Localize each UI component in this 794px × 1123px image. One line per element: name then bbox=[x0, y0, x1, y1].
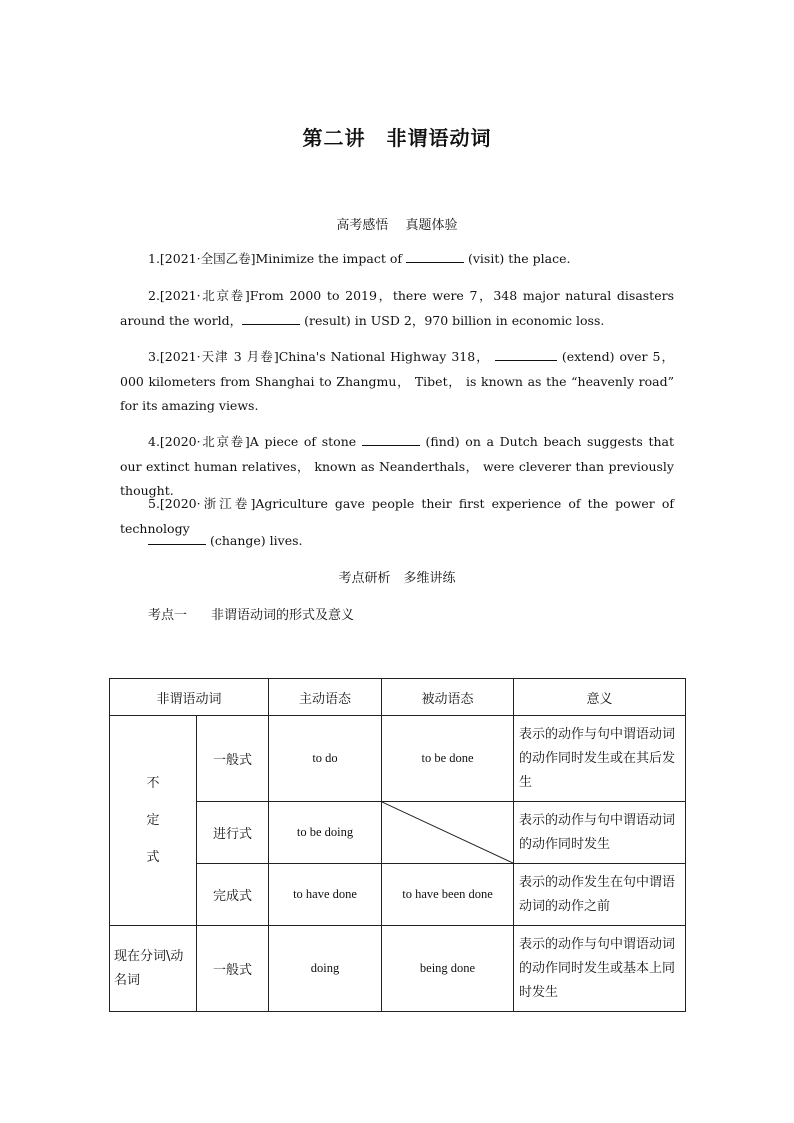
infinitive-char: 式 bbox=[146, 850, 160, 865]
question-text: (extend) over 5，000 kilometers from Shanghai to Zhangmu， Tibet， is known as the “heavenly road” for its amazing views. bbox=[120, 349, 674, 413]
infinitive-char: 不 bbox=[146, 776, 160, 791]
passive-cell: to have been done bbox=[382, 864, 514, 926]
meaning-cell: 表示的动作与句中谓语动词的动作同时发生 bbox=[514, 802, 686, 864]
header-meaning: 意义 bbox=[514, 679, 686, 716]
question-text: (change) lives. bbox=[206, 533, 303, 548]
table-row bbox=[110, 802, 686, 864]
point-heading bbox=[148, 604, 354, 623]
meaning-cell: 表示的动作与句中谓语动词的动作同时发生或基本上同时发生 bbox=[514, 926, 686, 1012]
question-1 bbox=[120, 247, 674, 272]
answer-blank[interactable] bbox=[406, 248, 464, 263]
nonfinite-verb-table bbox=[109, 678, 686, 1012]
header-nonfinite: 非谓语动词 bbox=[110, 679, 269, 716]
form-cell: 一般式 bbox=[197, 716, 269, 802]
passive-cell-empty bbox=[382, 802, 514, 864]
answer-blank[interactable] bbox=[362, 431, 420, 446]
form-cell: 进行式 bbox=[197, 802, 269, 864]
active-cell: to have done bbox=[269, 864, 382, 926]
header-passive: 被动语态 bbox=[382, 679, 514, 716]
question-5: 5.[2020·浙江卷]Agriculture gave people their first experience of the power of technology bbox=[120, 496, 674, 536]
question-text: (result) in USD 2，970 billion in economic loss. bbox=[300, 312, 605, 328]
answer-blank[interactable] bbox=[148, 530, 206, 545]
question-text: 2.[2021·北京卷]From 2000 to 2019，there were 7，348 major natural disasters around the world， bbox=[120, 288, 674, 328]
table-header-row bbox=[110, 679, 686, 716]
diagonal-line bbox=[382, 802, 513, 863]
passive-cell: being done bbox=[382, 926, 514, 1012]
gerund-label: 现在分词\动名词 bbox=[110, 926, 197, 1012]
question-2 bbox=[120, 284, 674, 333]
active-cell: doing bbox=[269, 926, 382, 1012]
point-title: 非谓语动词的形式及意义 bbox=[211, 608, 355, 623]
table-row bbox=[110, 716, 686, 802]
question-text: 4.[2020·北京卷]A piece of stone bbox=[148, 434, 362, 449]
question-text: (visit) the place. bbox=[464, 251, 571, 266]
active-cell: to do bbox=[269, 716, 382, 802]
infinitive-char: 定 bbox=[146, 813, 160, 828]
active-cell: to be doing bbox=[269, 802, 382, 864]
question-text: 3.[2021·天津 3 月卷]China's National Highway 318， bbox=[148, 349, 495, 364]
form-cell: 一般式 bbox=[197, 926, 269, 1012]
table-row bbox=[110, 864, 686, 926]
section-heading-points: 考点研析 多维讲练 bbox=[338, 571, 456, 586]
form-cell: 完成式 bbox=[197, 864, 269, 926]
meaning-cell: 表示的动作发生在句中谓语动词的动作之前 bbox=[514, 864, 686, 926]
infinitive-label bbox=[110, 716, 197, 926]
answer-blank[interactable] bbox=[242, 310, 300, 325]
passive-cell: to be done bbox=[382, 716, 514, 802]
answer-blank[interactable] bbox=[495, 346, 557, 361]
point-label: 考点一 bbox=[148, 608, 188, 623]
table-row bbox=[110, 926, 686, 1012]
page-title: 第二讲 非谓语动词 bbox=[302, 126, 492, 150]
section-heading-exam: 高考感悟 真题体验 bbox=[336, 218, 458, 233]
question-text: (find) on a Dutch beach suggests that our extinct human relatives， known as Neanderthals， were cleverer than previously thought. bbox=[120, 434, 674, 498]
meaning-cell: 表示的动作与句中谓语动词的动作同时发生或在其后发生 bbox=[514, 716, 686, 802]
header-active: 主动语态 bbox=[269, 679, 382, 716]
question-3 bbox=[120, 345, 674, 419]
question-5-continued bbox=[120, 529, 674, 554]
question-text: 1.[2021·全国乙卷]Minimize the impact of bbox=[148, 251, 406, 266]
